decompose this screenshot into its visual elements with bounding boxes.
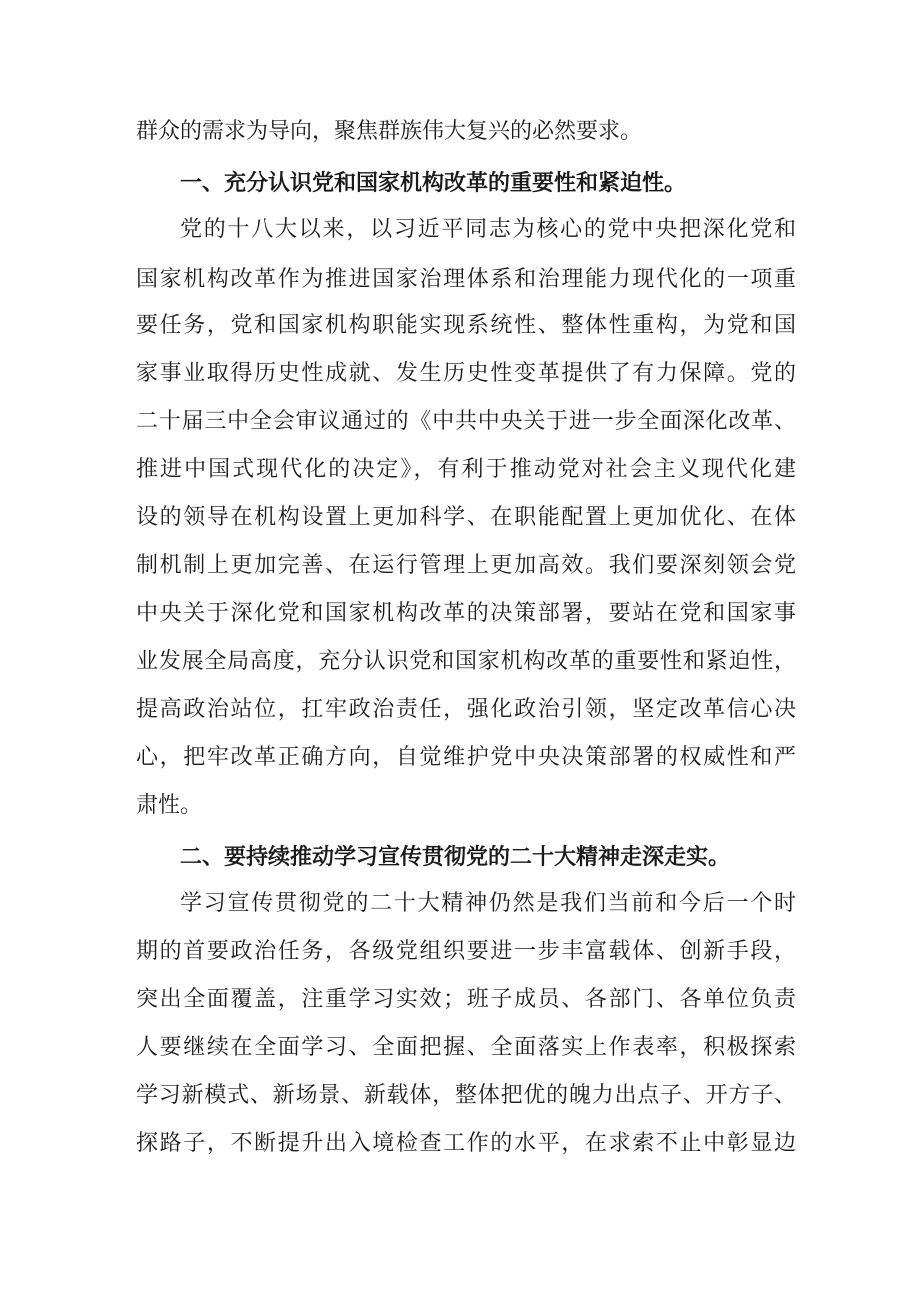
text-line: 突出全面覆盖，注重学习实效；班子成员、各部门、各单位负责	[136, 987, 796, 1012]
text-line: 心，把牢改革正确方向，自觉维护党中央决策部署的权威性和严	[136, 745, 796, 770]
text-line: 提高政治站位，扛牢政治责任，强化政治引领，坚定改革信心决	[136, 697, 796, 722]
text-line: 党的十八大以来，以习近平同志为核心的党中央把深化党和	[180, 217, 796, 242]
text-line: 期的首要政治任务，各级党组织要进一步丰富载体、创新手段，	[136, 939, 796, 964]
text-line: 肃性。	[136, 793, 203, 818]
section-heading-2: 二、要持续推动学习宣传贯彻党的二十大精神走深走实。	[180, 845, 731, 870]
section-heading-1: 一、充分认识党和国家机构改革的重要性和紧迫性。	[180, 171, 687, 196]
text-line: 家事业取得历史性成就、发生历史性变革提供了有力保障。党的	[136, 361, 796, 386]
text-line: 学习宣传贯彻党的二十大精神仍然是我们当前和今后一个时	[180, 891, 796, 916]
text-line: 设的领导在机构设置上更加科学、在职能配置上更加优化、在体	[136, 505, 796, 530]
text-line: 探路子，不断提升出入境检查工作的水平，在求索不止中彰显边	[136, 1131, 796, 1156]
text-line: 国家机构改革作为推进国家治理体系和治理能力现代化的一项重	[136, 267, 796, 292]
text-line: 中央关于深化党和国家机构改革的决策部署，要站在党和国家事	[136, 601, 796, 626]
text-line: 二十届三中全会审议通过的《中共中央关于进一步全面深化改革、	[136, 409, 796, 434]
text-line: 群众的需求为导向，聚焦群族伟大复兴的必然要求。	[136, 119, 643, 144]
text-line: 业发展全局高度，充分认识党和国家机构改革的重要性和紧迫性，	[136, 649, 796, 674]
text-line: 制机制上更加完善、在运行管理上更加高效。我们要深刻领会党	[136, 553, 796, 578]
text-line: 推进中国式现代化的决定》，有利于推动党对社会主义现代化建	[136, 457, 796, 482]
text-line: 人要继续在全面学习、全面把握、全面落实上作表率，积极探索	[136, 1035, 796, 1060]
text-line: 要任务，党和国家机构职能实现系统性、整体性重构，为党和国	[136, 313, 796, 338]
text-line: 学习新模式、新场景、新载体，整体把优的魄力出点子、开方子、	[136, 1083, 796, 1108]
